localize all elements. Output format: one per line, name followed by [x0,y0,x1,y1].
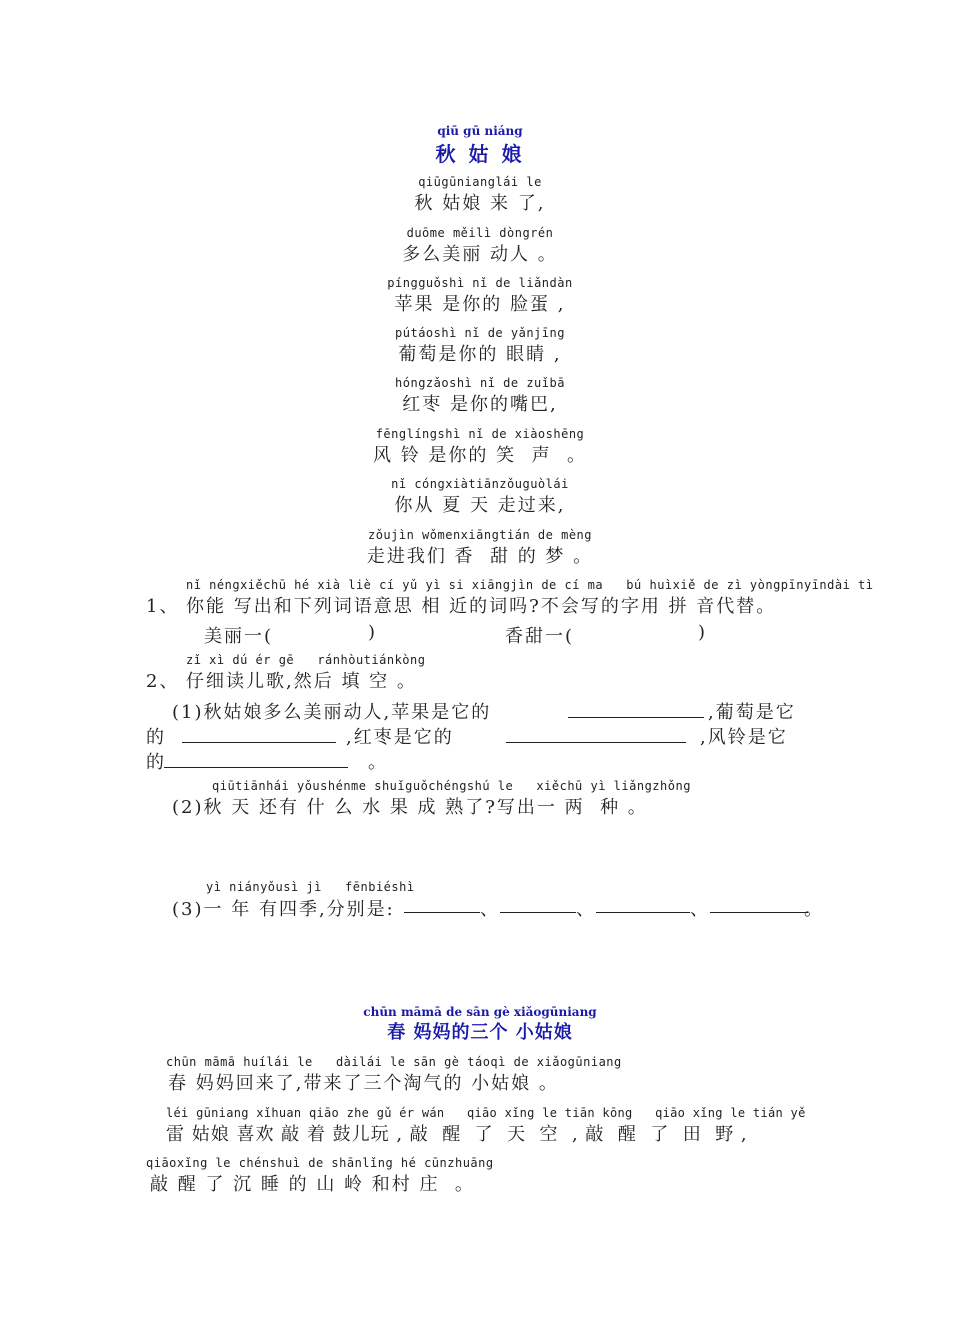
q2-1-text-c: 的 [146,727,166,748]
q1-text: 你能 写出和下列词语意思 相 近的词吗?不会写的字用 拼 音代替。 [186,596,777,617]
q2-1-blank-4[interactable] [164,767,348,768]
q1-item-beautiful: 美丽一( [204,626,274,647]
q2-1-text-e: ,风铃是它 [700,727,788,748]
poem1-line-6: 风 铃 是你的 笑 声 。 [372,445,588,466]
q1-item-sweet-close: ) [698,622,708,643]
poem1-line-6-pinyin: fēnglíngshì nǐ de xiàoshēng [375,427,585,441]
poem1-title: 秋 姑 娘 [435,142,525,166]
poem1-line-5: 红枣 是你的嘴巴, [402,394,558,415]
q1-number: 1、 [146,596,180,617]
q2-pinyin: zǐ xì dú ér gē ránhòutiánkòng [186,653,426,667]
poem1-line-3: 苹果 是你的 脸蛋 , [394,294,566,315]
poem2-line-2-pinyin: léi gūniang xǐhuan qiāo zhe gǔ ér wán qiāo xǐng le tiān kōng qiāo xǐng le tián yě [166,1106,806,1120]
q2-2-text: (2)秋 天 还有 什 么 水 果 成 熟了?写出一 两 种 。 [172,797,648,818]
poem1-line-4: 葡萄是你的 眼睛 , [398,344,562,365]
poem2-line-2: 雷 姑娘 喜欢 敲 着 鼓儿玩 , 敲 醒 了 天 空 , 敲 醒 了 田 野 , [166,1124,748,1145]
poem1-line-1: 秋 姑娘 来 了, [414,193,546,214]
q2-number: 2、 [146,671,180,692]
poem1-line-7: 你从 夏 天 走过来, [394,495,566,516]
q2-1-end: 。 [368,752,388,773]
poem1-line-8-pinyin: zǒujìn wǒmenxiāngtián de mèng [367,528,592,542]
q2-1-blank-1[interactable] [568,717,704,718]
q2-3-sep-2: 、 [576,895,596,921]
q2-text: 仔细读儿歌,然后 填 空 。 [186,671,417,692]
poem2-line-1-pinyin: chūn māmā huílái le dàilái le sān gè táoqì de xiǎogūniang [166,1055,622,1069]
q2-2-answer-area[interactable] [172,822,812,872]
q1-pinyin: nǐ néngxiěchū hé xià liè cí yǔ yì si xiāngjìn de cí ma bú huìxiě de zì yòngpīnyīndài tì [186,578,874,592]
q2-3-blank-line[interactable] [404,912,808,913]
poem2-line-3: 敲 醒 了 沉 睡 的 山 岭 和村 庄 。 [150,1174,475,1195]
q1-answer-beautiful[interactable] [290,620,364,644]
poem1-line-5-pinyin: hóngzǎoshì nǐ de zuǐbā [395,376,565,390]
q2-1-text: (1)秋姑娘多么美丽动人,苹果是它的 [172,702,492,723]
q2-3-sep-3: 、 [690,895,710,921]
poem2-line-3-pinyin: qiāoxǐng le chénshuì de shānlǐng hé cūnzhuāng [146,1156,494,1170]
q1-item-beautiful-close: ) [368,622,378,643]
poem1-line-8: 走进我们 香 甜 的 梦 。 [366,546,594,567]
q2-1-blank-3[interactable] [506,742,686,743]
q1-answer-sweet[interactable] [590,620,694,644]
poem1-line-2: 多么美丽 动人 。 [402,244,558,265]
poem2-title-pinyin: chūn māmā de sān gè xiǎogūniang [363,1005,597,1019]
poem1-line-7-pinyin: nǐ cóngxiàtiānzǒuguòlái [391,477,569,491]
q2-3-end: 。 [804,899,824,920]
poem1-title-pinyin: qiū gū niáng [437,124,523,138]
q2-3-sep-1: 、 [480,895,500,921]
poem1-line-3-pinyin: píngguǒshì nǐ de liǎndàn [387,276,573,290]
q2-3-pinyin: yì niányǒusì jì fēnbiéshì [206,880,415,894]
q2-3-text: (3)一 年 有四季,分别是: [172,899,395,920]
q2-1-text-d: ,红枣是它的 [346,727,454,748]
poem2-title: 春 妈妈的三个 小姑娘 [387,1022,573,1043]
poem1-line-2-pinyin: duōme měilì dòngrén [406,226,554,240]
poem1-line-1-pinyin: qiūgūnianglái le [418,175,542,189]
q2-2-pinyin: qiūtiānhái yǒushénme shuǐguǒchéngshú le xiěchū yì liǎngzhǒng [212,779,691,793]
q2-1-blank-2[interactable] [182,742,336,743]
poem2-line-1: 春 妈妈回来了,带来了三个淘气的 小姑娘 。 [168,1073,559,1094]
q2-1-text-b: ,葡萄是它 [708,702,796,723]
q1-item-sweet: 香甜一( [505,626,575,647]
poem1-line-4-pinyin: pútáoshì nǐ de yǎnjīng [395,326,565,340]
q2-1-text-f: 的 [146,752,166,773]
